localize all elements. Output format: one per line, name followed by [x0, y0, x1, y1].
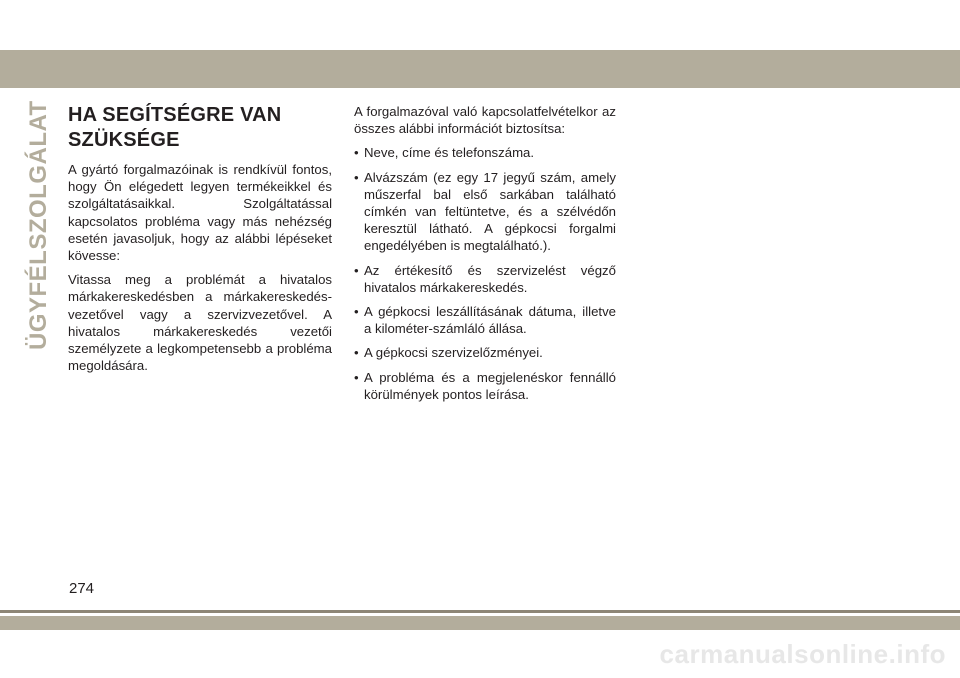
- bullet-mark: •: [354, 262, 359, 278]
- list-item-text: A gépkocsi leszállításának dátuma, illetve a kilométer-számláló állása.: [364, 304, 616, 337]
- section-side-tab-label: ÜGYFÉLSZOLGÁLAT: [25, 100, 52, 350]
- left-column: [68, 103, 332, 381]
- section-heading: HA SEGÍTSÉGRE VAN SZÜKSÉGE: [68, 104, 282, 151]
- list-item-text: Neve, címe és telefonszáma.: [364, 145, 535, 161]
- list-item-text: Az értékesítő és szervizelést végző hivatalos márkakereskedés.: [364, 262, 616, 295]
- section-side-tab: [27, 100, 51, 350]
- advice-paragraph: Vitassa meg a problémát a hivatalos márkakereskedésben a márkakereskedés-vezetővel vagy a szervizvezetővel. A hivatalos márkakereskedés vezetői személyzete a legkompetensebb a probléma megoldására.: [68, 272, 332, 374]
- info-bullet-list: [354, 144, 616, 403]
- list-item-text: Alvázszám (ez egy 17 jegyű szám, amely műszerfal bal első sarkában található címkén van feltüntetve, és a szélvédőn keresztül látható. A gépkocsi forgalmi engedélyében is megtalálható.).: [364, 169, 616, 254]
- bullet-mark: •: [354, 145, 359, 161]
- bullet-mark: •: [354, 169, 359, 185]
- page-number: 274: [69, 580, 95, 597]
- list-item: [354, 303, 616, 337]
- list-item-text: A gépkocsi szervizelőzményei.: [364, 345, 543, 361]
- watermark: carmanualsonline.info: [659, 639, 946, 669]
- bottom-color-band: [0, 616, 960, 630]
- bottom-rule: [0, 610, 960, 613]
- top-color-band: [0, 50, 960, 88]
- list-item-text: A probléma és a megjelenéskor fennálló körülmények pontos leírása.: [364, 369, 616, 402]
- list-item: [354, 262, 616, 296]
- info-intro-paragraph: A forgalmazóval való kapcsolatfelvételkor az összes alábbi információt biztosítsa:: [354, 104, 616, 137]
- intro-paragraph: A gyártó forgalmazóinak is rendkívül fontos, hogy Ön elégedett legyen termékeikkel és szolgáltatásaikkal. Szolgáltatással kapcsolatos probléma vagy más nehézség esetén javasoljuk, hogy az alábbi lépéseket kövesse:: [68, 162, 332, 264]
- right-column: [354, 103, 616, 410]
- list-item: [354, 344, 616, 361]
- list-item: [354, 169, 616, 255]
- bullet-mark: •: [354, 304, 359, 320]
- list-item: [354, 144, 616, 161]
- bullet-mark: •: [354, 345, 359, 361]
- list-item: [354, 369, 616, 403]
- bullet-mark: •: [354, 369, 359, 385]
